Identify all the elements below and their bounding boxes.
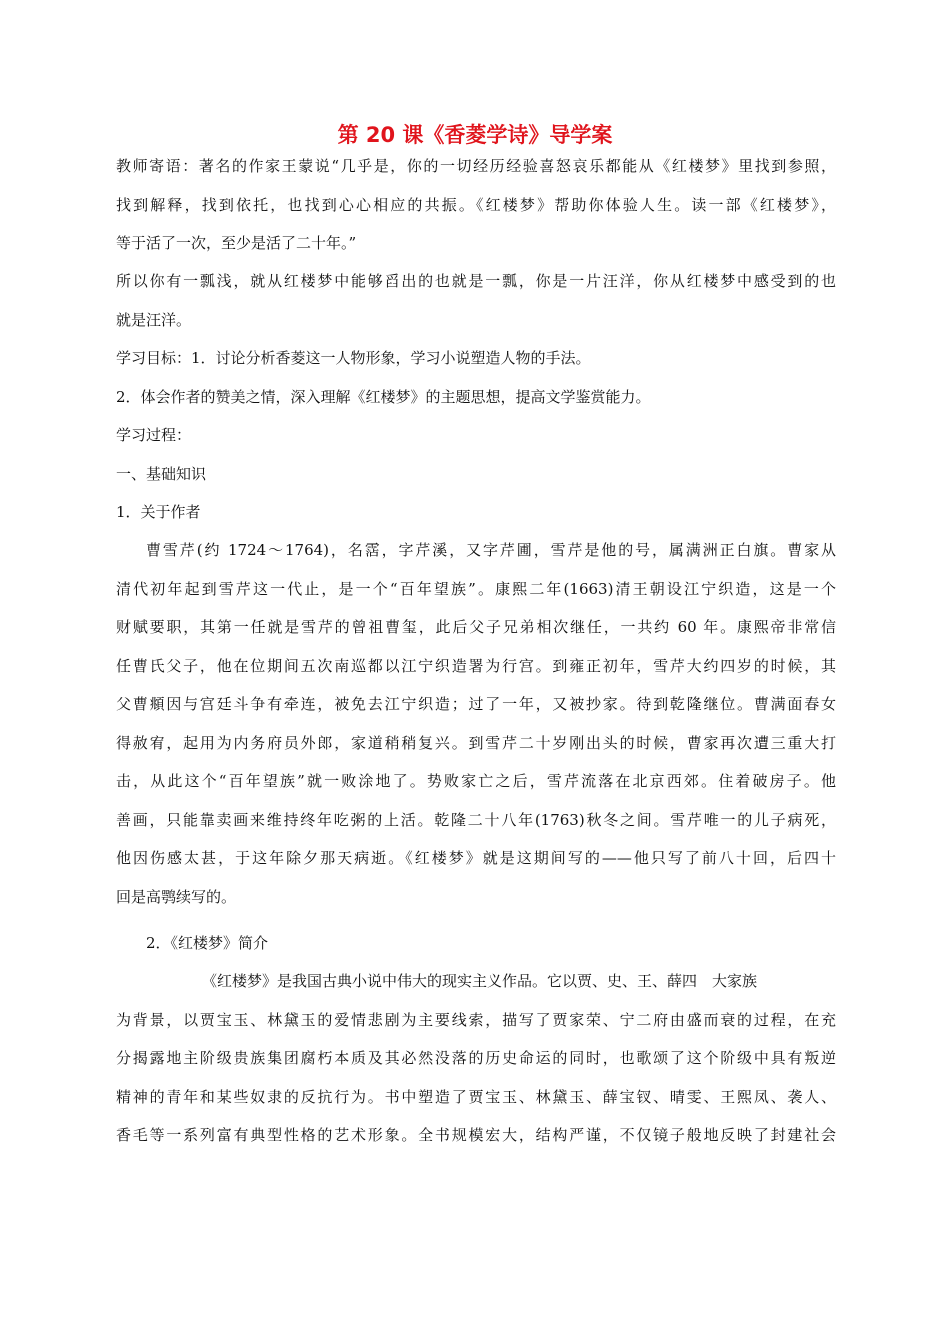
process-heading: 学习过程： (116, 426, 192, 444)
author-line: 回是高鹗续写的。 (116, 887, 237, 906)
author-line: 曹雪芹(约 1724～1764)，名霑，字芹溪，又字芹圃，雪芹是他的号，属满洲正白旗。曹家从 (146, 541, 836, 559)
author-line: 击，从此这个“百年望族”就一败涂地了。势败家亡之后，雪芹流落在北京西郊。住着破房子。他 (116, 772, 836, 790)
section-1-heading: 一、基础知识 (116, 464, 207, 483)
author-line: 得赦宥，起用为内务府员外郎，家道稍稍复兴。到雪芹二十岁刚出头的时候，曹家再次遭三重大打 (116, 733, 836, 752)
intro-line: 精神的青年和某些奴隶的反抗行为。书中塑造了贾宝玉、林黛玉、薛宝钗、晴雯、王熙凤、袭人、 (116, 1087, 836, 1106)
author-line: 清代初年起到雪芹这一代止，是一个“百年望族”。康熙二年(1663)清王朝设江宁织造，这是一个 (116, 579, 836, 598)
teacher-message-line: 教师寄语：著名的作家王蒙说“几乎是，你的一切经历经验喜怒哀乐都能从《红楼梦》里找到参照， (116, 157, 836, 175)
ocean-paragraph (116, 262, 836, 339)
learning-goals (116, 339, 836, 532)
teacher-message (116, 147, 836, 263)
item-2-heading: 2．《红楼梦》简介 (146, 934, 269, 952)
author-line: 财赋要职，其第一任就是雪芹的曾祖曹玺，此后父子兄弟相次继任，一共约 60 年。康熙帝非常信 (116, 618, 836, 636)
author-line: 任曹氏父子，他在位期间五次南巡都以江宁织造署为行宫。到雍正初年，雪芹大约四岁的时候，其 (116, 656, 836, 675)
teacher-message-line: 等于活了一次，至少是活了二十年。” (116, 234, 357, 252)
document-title: 第 20 课《香菱学诗》导学案 (337, 123, 613, 147)
author-paragraph (116, 531, 836, 916)
intro-line: 分揭露地主阶级贵族集团腐朽本质及其必然没落的历史命运的同时，也歌颂了这个阶级中具有叛逆 (116, 1049, 836, 1067)
ocean-line: 所以你有一瓢浅，就从红楼梦中能够舀出的也就是一瓢，你是一片汪洋，你从红楼梦中感受到的也 (116, 272, 836, 290)
intro-paragraph (116, 962, 836, 1155)
learning-goal-2: 2．体会作者的赞美之情，深入理解《红楼梦》的主题思想，提高文学鉴赏能力。 (116, 387, 651, 406)
intro-line: 《红楼梦》是我国古典小说中伟大的现实主义作品。它以贾、史、王、薛四 大家族 (202, 972, 758, 990)
item-2-heading-block (116, 924, 836, 963)
author-line: 他因伤感太甚，于这年除夕那天病逝。《红楼梦》就是这期间写的——他只写了前八十回，后四十 (116, 849, 836, 867)
author-line: 善画，只能靠卖画来维持终年吃粥的上活。乾隆二十八年(1763)秋冬之间。雪芹唯一的儿子病死， (116, 810, 836, 829)
intro-line: 香毛等一系列富有典型性格的艺术形象。全书规模宏大，结构严谨，不仅镜子般地反映了封建社会 (116, 1126, 836, 1144)
learning-goal-1: 学习目标：1．讨论分析香菱这一人物形象，学习小说塑造人物的手法。 (116, 349, 591, 367)
teacher-message-line: 找到解释，找到依托，也找到心心相应的共振。《红楼梦》帮助你体验人生。读一部《红楼梦》， (116, 195, 836, 214)
ocean-line: 就是汪洋。 (116, 310, 192, 329)
item-1-heading: 1．关于作者 (116, 503, 201, 521)
intro-line: 为背景，以贾宝玉、林黛玉的爱情悲剧为主要线索，描写了贾家荣、宁二府由盛而衰的过程，在充 (116, 1010, 836, 1029)
author-line: 父曹頫因与宫廷斗争有牵连，被免去江宁织造；过了一年，又被抄家。待到乾隆继位。曹满面春女 (116, 695, 836, 713)
